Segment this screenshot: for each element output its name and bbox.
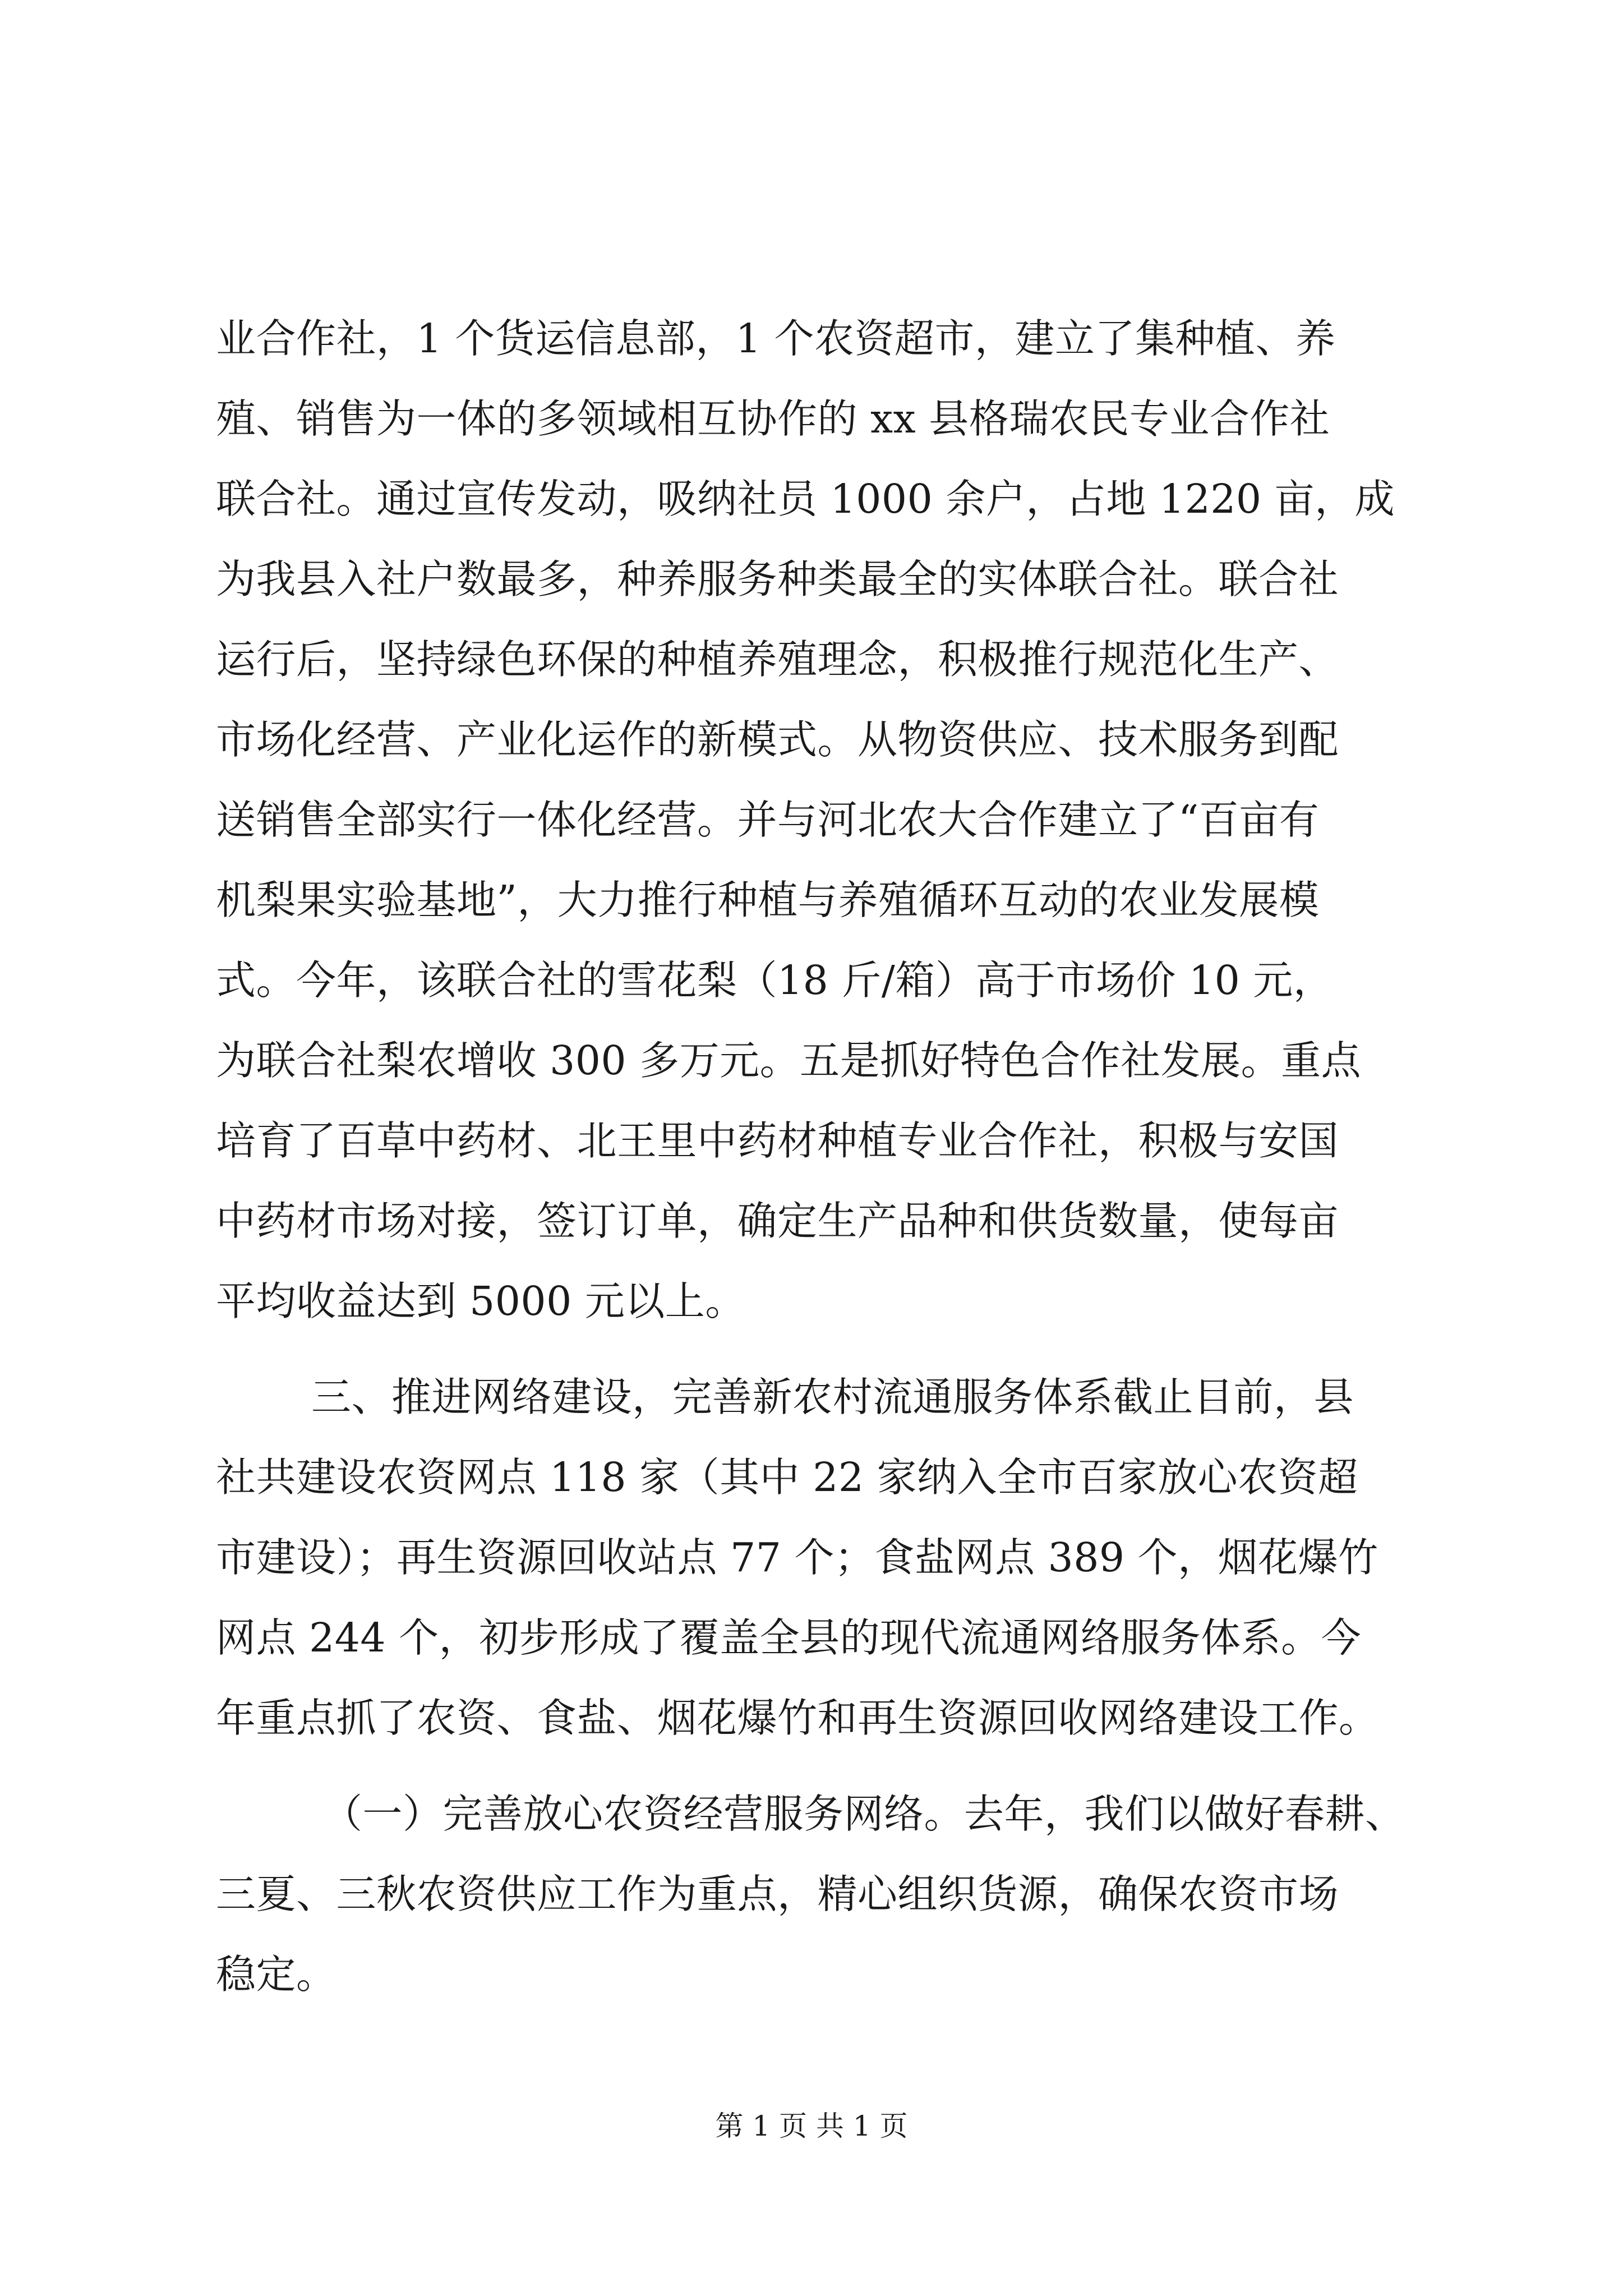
- text-line: 社共建设农资网点 118 家（其中 22 家纳入全市百家放心农资超: [216, 1454, 1358, 1501]
- subsection-heading-line: （一）完善放心农资经营服务网络。去年，我们以做好春耕、: [322, 1791, 1405, 1837]
- text-line: 中药材市场对接，签订订单，确定生产品种和供货数量，使每亩: [216, 1198, 1339, 1244]
- text-line: 机梨果实验基地”，大力推行种植与养殖循环互动的农业发展模: [216, 877, 1320, 923]
- text-line: 送销售全部实行一体化经营。并与河北农大合作建立了“百亩有: [216, 797, 1320, 843]
- text-line: 市场化经营、产业化运作的新模式。从物资供应、技术服务到配: [216, 716, 1339, 763]
- section-heading-line: 三、推进网络建设，完善新农村流通服务体系截止目前，县: [311, 1374, 1354, 1420]
- text-line: 网点 244 个，初步形成了覆盖全县的现代流通网络服务体系。今: [216, 1614, 1362, 1661]
- text-line: 三夏、三秋农资供应工作为重点，精心组织货源，确保农资市场: [216, 1871, 1339, 1917]
- text-line: 为联合社梨农增收 300 多万元。五是抓好特色合作社发展。重点: [216, 1037, 1362, 1084]
- text-line: 培育了百草中药材、北王里中药材种植专业合作社，积极与安国: [216, 1117, 1339, 1164]
- text-line: 业合作社，1 个货运信息部，1 个农资超市，建立了集种植、养: [216, 315, 1336, 362]
- text-line: 式。今年，该联合社的雪花梨（18 斤/箱）高于市场价 10 元，: [216, 957, 1334, 1004]
- text-line: 为我县入社户数最多，种养服务种类最全的实体联合社。联合社: [216, 556, 1339, 602]
- text-line: 平均收益达到 5000 元以上。: [216, 1278, 745, 1324]
- text-line: 运行后，坚持绿色环保的种植养殖理念，积极推行规范化生产、: [216, 636, 1339, 683]
- text-line: 市建设）；再生资源回收站点 77 个；食盐网点 389 个，烟花爆竹: [216, 1534, 1378, 1581]
- document-body: [216, 298, 1416, 2014]
- text-line: 年重点抓了农资、食盐、烟花爆竹和再生资源回收网络建设工作。: [216, 1695, 1379, 1741]
- text-line: 殖、销售为一体的多领域相互协作的 xx 县格瑞农民专业合作社: [216, 395, 1330, 442]
- text-line: 稳定。: [216, 1951, 336, 1998]
- text-line: 联合社。通过宣传发动，吸纳社员 1000 余户，占地 1220 亩，成: [216, 476, 1395, 522]
- page-number-footer: 第 1 页 共 1 页: [715, 2110, 908, 2142]
